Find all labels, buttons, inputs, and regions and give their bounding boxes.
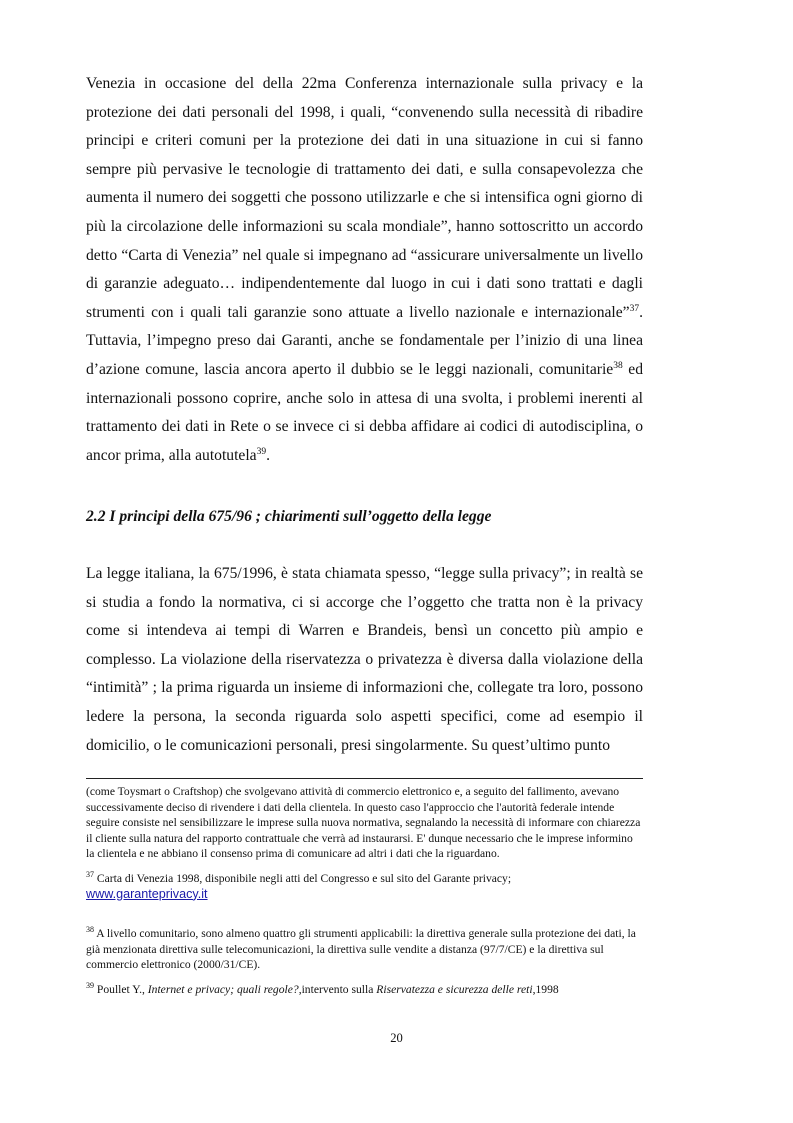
- paragraph-text: Venezia in occasione del della 22ma Conferenza internazionale sulla privacy e la protezione dei dati personali del 1998, i quali, “convenendo sulla necessità di ribadire principi e criteri comuni per la protezione dei dati in una situazione in cui si fanno sempre più pervasive le tecnologie di trattamento dei dati, e sulla consapevolezza che aumenta il numero dei soggetti che possono utilizzarle e che si intensifica ogni giorno di più la circolazione delle informazioni su scala mondiale”, hanno sottoscritto un accordo detto “Carta di Venezia” nel quale si impegnano ad “assicurare universalmente un livello di garanzie adeguato… indipendentemente dal luogo in cui i dati sono trattati e dagli strumenti con i quali tali garanzie sono attuate a livello nazionale e internazionale”: [86, 75, 643, 321]
- footnote-37: [86, 871, 643, 902]
- footnote-year: ,1998: [532, 982, 559, 996]
- footnote-38: [86, 926, 643, 973]
- paragraph-text: ed internazionali possono coprire, anche solo in attesa di una svolta, i problemi inerenti al trattamento dei dati in Rete o se invece ci si debba affidare ai codici di autodisciplina, o ancor prima, alla autotutela: [86, 360, 643, 464]
- footnote-39: [86, 982, 643, 998]
- footnote-text: ,intervento sulla: [298, 982, 377, 996]
- page-number: 20: [390, 1031, 403, 1045]
- footnote-title: Internet e privacy; quali regole?: [147, 982, 299, 996]
- body-paragraph: [86, 70, 643, 470]
- footnote-author: Poullet Y.,: [94, 982, 148, 996]
- footnote-ref-38[interactable]: 38: [613, 360, 623, 371]
- footnote-text: Carta di Venezia 1998, disponibile negli atti del Congresso e sul sito del Garante privacy;: [94, 871, 512, 885]
- section-heading: 2.2 I principi della 675/96 ; chiarimenti sull’oggetto della legge: [86, 508, 492, 525]
- footnote-number: 37: [86, 869, 94, 879]
- footnote-continued: (come Toysmart o Craftshop) che svolgevano attività di commercio elettronico e, a seguito del fallimento, avevano successivamente deciso di rivendere i dati della clientela. In questo caso l'approccio che l'autorità federale intende seguire consiste nel sensibilizzare le imprese sulla nuova normativa, segnalando la necessità di informare con chiarezza il cliente sulla natura del rapporto contrattuale che verrà ad instaurarsi. E' dunque necessario che le imprese informino la clientela e ne abbiano il consenso prima di comunicare ad altri i dati che la riguardano.: [86, 785, 641, 861]
- paragraph-text: .: [266, 446, 270, 464]
- footnote-venue: Riservatezza e sicurezza delle reti: [376, 982, 533, 996]
- footnote-ref-39[interactable]: 39: [256, 446, 267, 457]
- footnote-separator: [86, 778, 643, 779]
- body-paragraph: La legge italiana, la 675/1996, è stata chiamata spesso, “legge sulla privacy”; in realtà se si studia a fondo la normativa, ci si accorge che l’oggetto che tratta non è la privacy come si intendeva ai tempi di Warren e Brandeis, bensì un concetto più ampio e complesso. La violazione della riservatezza o privatezza è diversa dalla violazione della “intimità” ; la prima riguarda un insieme di informazioni che, collegate tra loro, possono ledere la persona, la seconda riguarda solo aspetti specifici, come ad esempio il domicilio, o le comunicazioni personali, presi singolarmente. Su quest’ultimo punto: [86, 565, 643, 754]
- paragraph-text: . Tuttavia, l’impegno preso dai Garanti, anche se fondamentale per l’inizio di una linea d’azione comune, lascia ancora aperto il dubbio se le leggi nazionali, comunitarie: [86, 303, 643, 378]
- footnote-ref-37[interactable]: 37: [629, 303, 640, 314]
- footnote-number: 38: [86, 925, 94, 935]
- footnotes: [86, 784, 643, 998]
- footnote-number: 39: [86, 980, 94, 990]
- footnote-text: A livello comunitario, sono almeno quattro gli strumenti applicabili: la direttiva generale sulla protezione dei dati, la già menzionata direttiva sulle telecomunicazioni, la direttiva sulle vendite a distanza (97/7/CE) e la direttiva sul commercio elettronico (2000/31/CE).: [86, 927, 636, 972]
- garante-privacy-link[interactable]: www.garanteprivacy.it: [86, 886, 208, 901]
